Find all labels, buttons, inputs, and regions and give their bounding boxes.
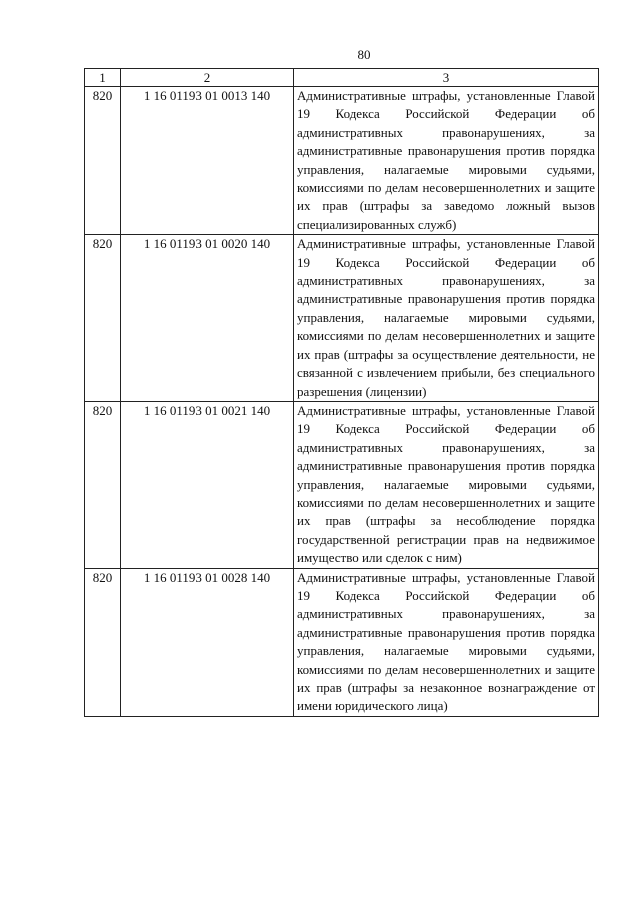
admin-code-cell: 820 — [85, 87, 121, 235]
table-row — [85, 568, 599, 716]
kbk-code-cell: 1 16 01193 01 0013 140 — [121, 87, 294, 235]
budget-codes-table — [84, 68, 599, 717]
admin-code-cell: 820 — [85, 568, 121, 716]
description-cell: Административные штрафы, установленные Главой 19 Кодекса Российской Федерации об административных правонарушениях, за административные правонарушения против порядка управления, налагаемые мировыми судьями, комиссиями по делам несовершеннолетних и защите их прав (штрафы за несоблюдение порядка государственной регистрации прав на недвижимое имущество или сделок с ним) — [294, 401, 599, 568]
column-header-3: 3 — [294, 69, 599, 87]
kbk-code-cell: 1 16 01193 01 0020 140 — [121, 235, 294, 402]
table-row — [85, 87, 599, 235]
kbk-code-cell: 1 16 01193 01 0028 140 — [121, 568, 294, 716]
table-header-row — [85, 69, 599, 87]
description-cell: Административные штрафы, установленные Главой 19 Кодекса Российской Федерации об административных правонарушениях, за административные правонарушения против порядка управления, налагаемые мировыми судьями, комиссиями по делам несовершеннолетних и защите их прав (штрафы за заведомо ложный вызов специализированных служб) — [294, 87, 599, 235]
description-cell: Административные штрафы, установленные Главой 19 Кодекса Российской Федерации об административных правонарушениях, за административные правонарушения против порядка управления, налагаемые мировыми судьями, комиссиями по делам несовершеннолетних и защите их прав (штрафы за осуществление деятельности, не связанной с извлечением прибыли, без специального разрешения (лицензии) — [294, 235, 599, 402]
admin-code-cell: 820 — [85, 235, 121, 402]
description-cell: Административные штрафы, установленные Главой 19 Кодекса Российской Федерации об административных правонарушениях, за административные правонарушения против порядка управления, налагаемые мировыми судьями, комиссиями по делам несовершеннолетних и защите их прав (штрафы за незаконное вознаграждение от имени юридического лица) — [294, 568, 599, 716]
kbk-code-cell: 1 16 01193 01 0021 140 — [121, 401, 294, 568]
column-header-2: 2 — [121, 69, 294, 87]
page-number: 80 — [357, 47, 371, 62]
table-row — [85, 235, 599, 402]
admin-code-cell: 820 — [85, 401, 121, 568]
column-header-1: 1 — [85, 69, 121, 87]
table-row — [85, 401, 599, 568]
